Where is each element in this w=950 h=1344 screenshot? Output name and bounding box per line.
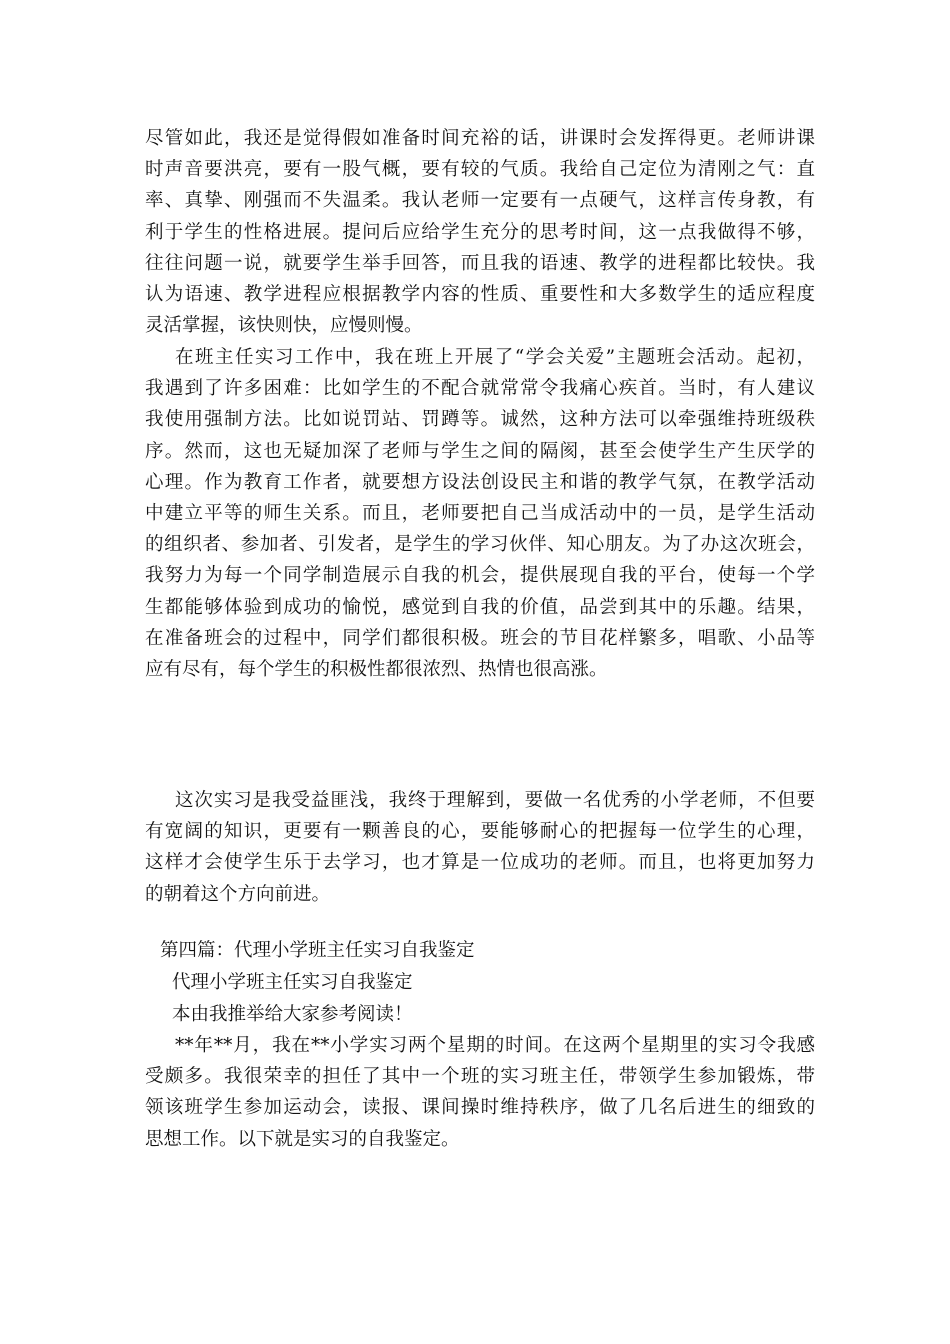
paragraph-3-line: 这样才会使学生乐于去学习，也才算是一位成功的老师。而且，也将更加努力 (145, 852, 815, 874)
paragraph-1-line: 时声音要洪亮，要有一股气概，要有较的气质。我给自己定位为清刚之气：直 (145, 159, 815, 181)
paragraph-2-line: 生都能够体验到成功的愉悦，感觉到自我的价值，品尝到其中的乐趣。结果， (145, 596, 815, 618)
sub-title: 代理小学班主任实习自我鉴定 (172, 972, 413, 993)
paragraph-4 (145, 1030, 815, 1155)
paragraph-4-line: **年**月，我在**小学实习两个星期的时间。在这两个星期里的实习令我感 (175, 1035, 815, 1056)
paragraph-1-line: 尽管如此，我还是觉得假如准备时间充裕的话，讲课时会发挥得更。老师讲课 (145, 128, 815, 149)
paragraph-2-line: 我使用强制方法。比如说罚站、罚蹲等。诚然，这种方法可以牵强维持班级秩 (145, 409, 815, 431)
section-heading: 第四篇：代理小学班主任实习自我鉴定 (160, 940, 475, 961)
paragraph-1-line: 认为语速、教学进程应根据教学内容的性质、重要性和大多数学生的适应程度 (145, 284, 815, 306)
paragraph-2-line: 在班主任实习工作中，我在班上开展了“学会关爱”主题班会活动。起初， (175, 347, 815, 368)
paragraph-2-line: 中建立平等的师生关系。而且，老师要把自己当成活动中的一员，是学生活动 (145, 503, 815, 525)
paragraph-1 (145, 123, 815, 341)
paragraph-1-line: 率、真挚、刚强而不失温柔。我认老师一定要有一点硬气，这样言传身教，有 (145, 190, 815, 212)
paragraph-2-line: 我努力为每一个同学制造展示自我的机会，提供展现自我的平台，使每一个学 (145, 565, 815, 587)
paragraph-3-line: 的朝着这个方向前进。 (145, 883, 331, 905)
paragraph-3-line: 有宽阔的知识，更要有一颗善良的心，要能够耐心的把握每一位学生的心理， (145, 821, 815, 843)
paragraph-2-line: 在准备班会的过程中，同学们都很积极。班会的节目花样繁多，唱歌、小品等 (145, 627, 815, 649)
paragraph-2 (145, 342, 815, 685)
paragraph-4-line: 思想工作。以下就是实习的自我鉴定。 (145, 1128, 460, 1150)
recommend-line: 本由我推举给大家参考阅读！ (172, 1004, 413, 1025)
paragraph-2-line: 应有尽有，每个学生的积极性都很浓烈、热情也很高涨。 (145, 659, 608, 681)
paragraph-4-line: 受颇多。我很荣幸的担任了其中一个班的实习班主任，带领学生参加锻炼，带 (145, 1066, 815, 1088)
paragraph-1-line: 往往问题一说，就要学生举手回答，而且我的语速、教学的进程都比较快。我 (145, 252, 815, 274)
paragraph-2-line: 我遇到了许多困难：比如学生的不配合就常常令我痛心疾首。当时，有人建议 (145, 378, 815, 400)
paragraph-3-line: 这次实习是我受益匪浅，我终于理解到，要做一名优秀的小学老师，不但要 (175, 790, 815, 811)
paragraph-2-line: 心理。作为教育工作者，就要想方设法创设民主和谐的教学气氛，在教学活动 (145, 471, 815, 493)
paragraph-2-line: 的组织者、参加者、引发者，是学生的学习伙伴、知心朋友。为了办这次班会， (145, 534, 815, 556)
paragraph-2-line: 序。然而，这也无疑加深了老师与学生之间的隔阂，甚至会使学生产生厌学的 (145, 440, 815, 462)
paragraph-1-line: 利于学生的性格进展。提问后应给学生充分的思考时间，这一点我做得不够， (145, 221, 815, 243)
paragraph-1-line: 灵活掌握，该快则快，应慢则慢。 (145, 315, 423, 337)
paragraph-4-line: 领该班学生参加运动会，读报、课间操时维持秩序，做了几名后进生的细致的 (145, 1097, 815, 1119)
paragraph-3 (145, 785, 815, 910)
